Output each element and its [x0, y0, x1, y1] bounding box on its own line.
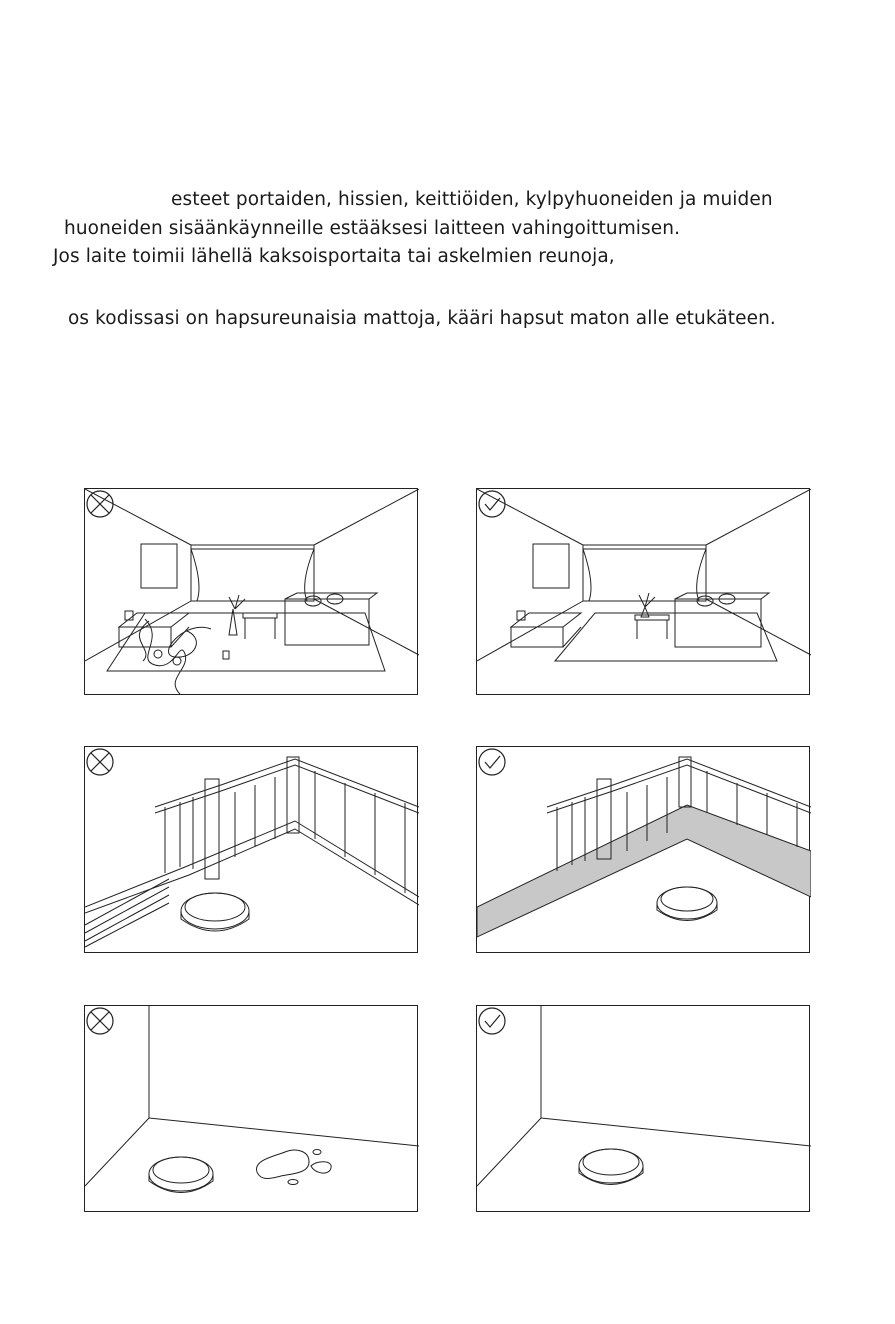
correct-mark-icon [477, 747, 507, 777]
illustration-living-room-tidy [476, 488, 810, 695]
instruction-line-1: esteet portaiden, hissien, keittiöiden, kylpyhuoneiden ja muiden [171, 189, 773, 210]
wrong-mark-icon [85, 747, 115, 777]
illustration-floor-liquid [84, 1005, 418, 1212]
correct-mark-icon [477, 489, 507, 519]
correct-mark-icon [477, 1006, 507, 1036]
illustration-living-room-cables [84, 488, 418, 695]
wrong-mark-icon [85, 489, 115, 519]
illustration-floor-clean [476, 1005, 810, 1212]
illustration-stairs-barrier [476, 746, 810, 953]
wrong-mark-icon [85, 1006, 115, 1036]
illustration-stairs-unprotected [84, 746, 418, 953]
instruction-line-4: os kodissasi on hapsureunaisia mattoja, kääri hapsut maton alle etukäteen. [68, 308, 776, 329]
instruction-line-3: Jos laite toimii lähellä kaksoisportaita tai askelmien reunoja, [53, 246, 615, 267]
instruction-line-2: huoneiden sisäänkäynneille estääksesi laitteen vahingoittumisen. [64, 218, 681, 239]
